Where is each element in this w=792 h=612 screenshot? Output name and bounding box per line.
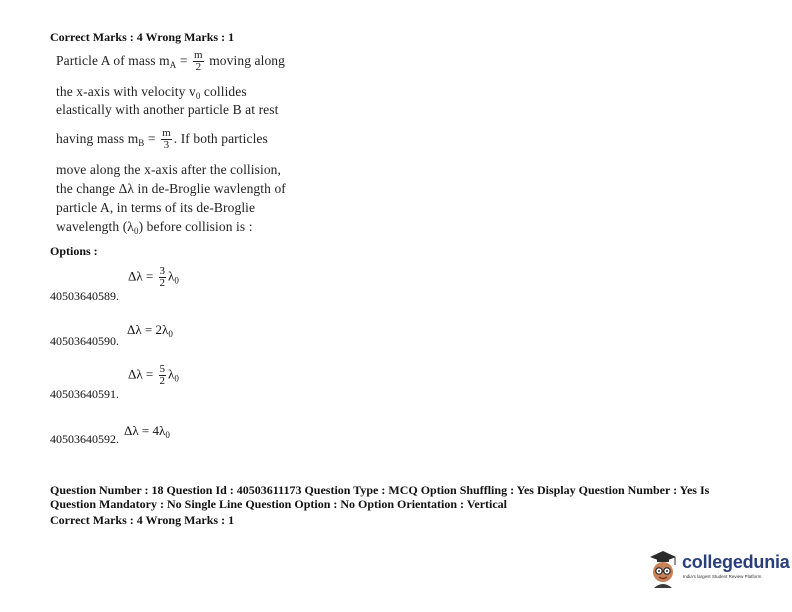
option-3-fraction: $\frac{5}{2}$	[159, 363, 165, 387]
question-line-7: particle A, in terms of its de-Broglie	[56, 200, 256, 215]
option-4-id[interactable]: 40503640592.	[50, 432, 119, 446]
option-1-id[interactable]: 40503640589.	[50, 289, 119, 303]
question-metadata-line-3: Correct Marks : 4 Wrong Marks : 1	[50, 513, 235, 527]
graduate-mascot-icon	[646, 548, 680, 588]
question-line-4: having mass $m_B$ = $\frac{m}{3}$ . If both particles	[56, 127, 268, 152]
logo-tagline: India's largest Student Review Platform	[683, 574, 762, 579]
question-line-5: move along the x-axis after the collision,	[56, 162, 282, 177]
option-2-id[interactable]: 40503640590.	[50, 334, 119, 348]
question-line-6: the change Δλ in de-Broglie wavlength of	[56, 181, 286, 196]
fraction-m-over-3: $\frac{m}{3}$	[162, 127, 171, 152]
option-4-formula: $\Delta\lambda = 4\lambda_0$	[124, 423, 170, 440]
question-metadata-line-1: Question Number : 18 Question Id : 40503611173 Question Type : MCQ Option Shuffling : Yes Display Question Number : Yes Is	[50, 483, 710, 497]
option-3-id[interactable]: 40503640591.	[50, 387, 119, 401]
logo-wordmark: collegedunia	[682, 552, 790, 572]
question-line-2: the x-axis with velocity $v_0$ collides	[56, 84, 247, 101]
question-metadata-line-2: Question Mandatory : No Single Line Question Option : No Option Orientation : Vertical	[50, 497, 508, 511]
marks-header: Correct Marks : 4 Wrong Marks : 1	[50, 30, 235, 44]
options-label: Options :	[50, 244, 98, 258]
question-line-8: wavelength $(\lambda_0)$ before collision is :	[56, 219, 253, 236]
fraction-m-over-2: $\frac{m}{2}$	[194, 49, 203, 74]
option-2-formula: $\Delta\lambda = 2\lambda_0$	[127, 322, 173, 339]
option-1-formula: Δλ = $\frac{3}{2}$ $\lambda_0$	[128, 265, 179, 289]
collegedunia-logo[interactable]	[646, 548, 790, 588]
question-line-3: elastically with another particle B at rest	[56, 102, 279, 117]
option-1-fraction: $\frac{3}{2}$	[159, 265, 165, 289]
question-line-1: Particle A of mass $m_A$ = $\frac{m}{2}$ moving along	[56, 49, 286, 74]
option-3-formula: Δλ = $\frac{5}{2}$ $\lambda_0$	[128, 363, 179, 387]
